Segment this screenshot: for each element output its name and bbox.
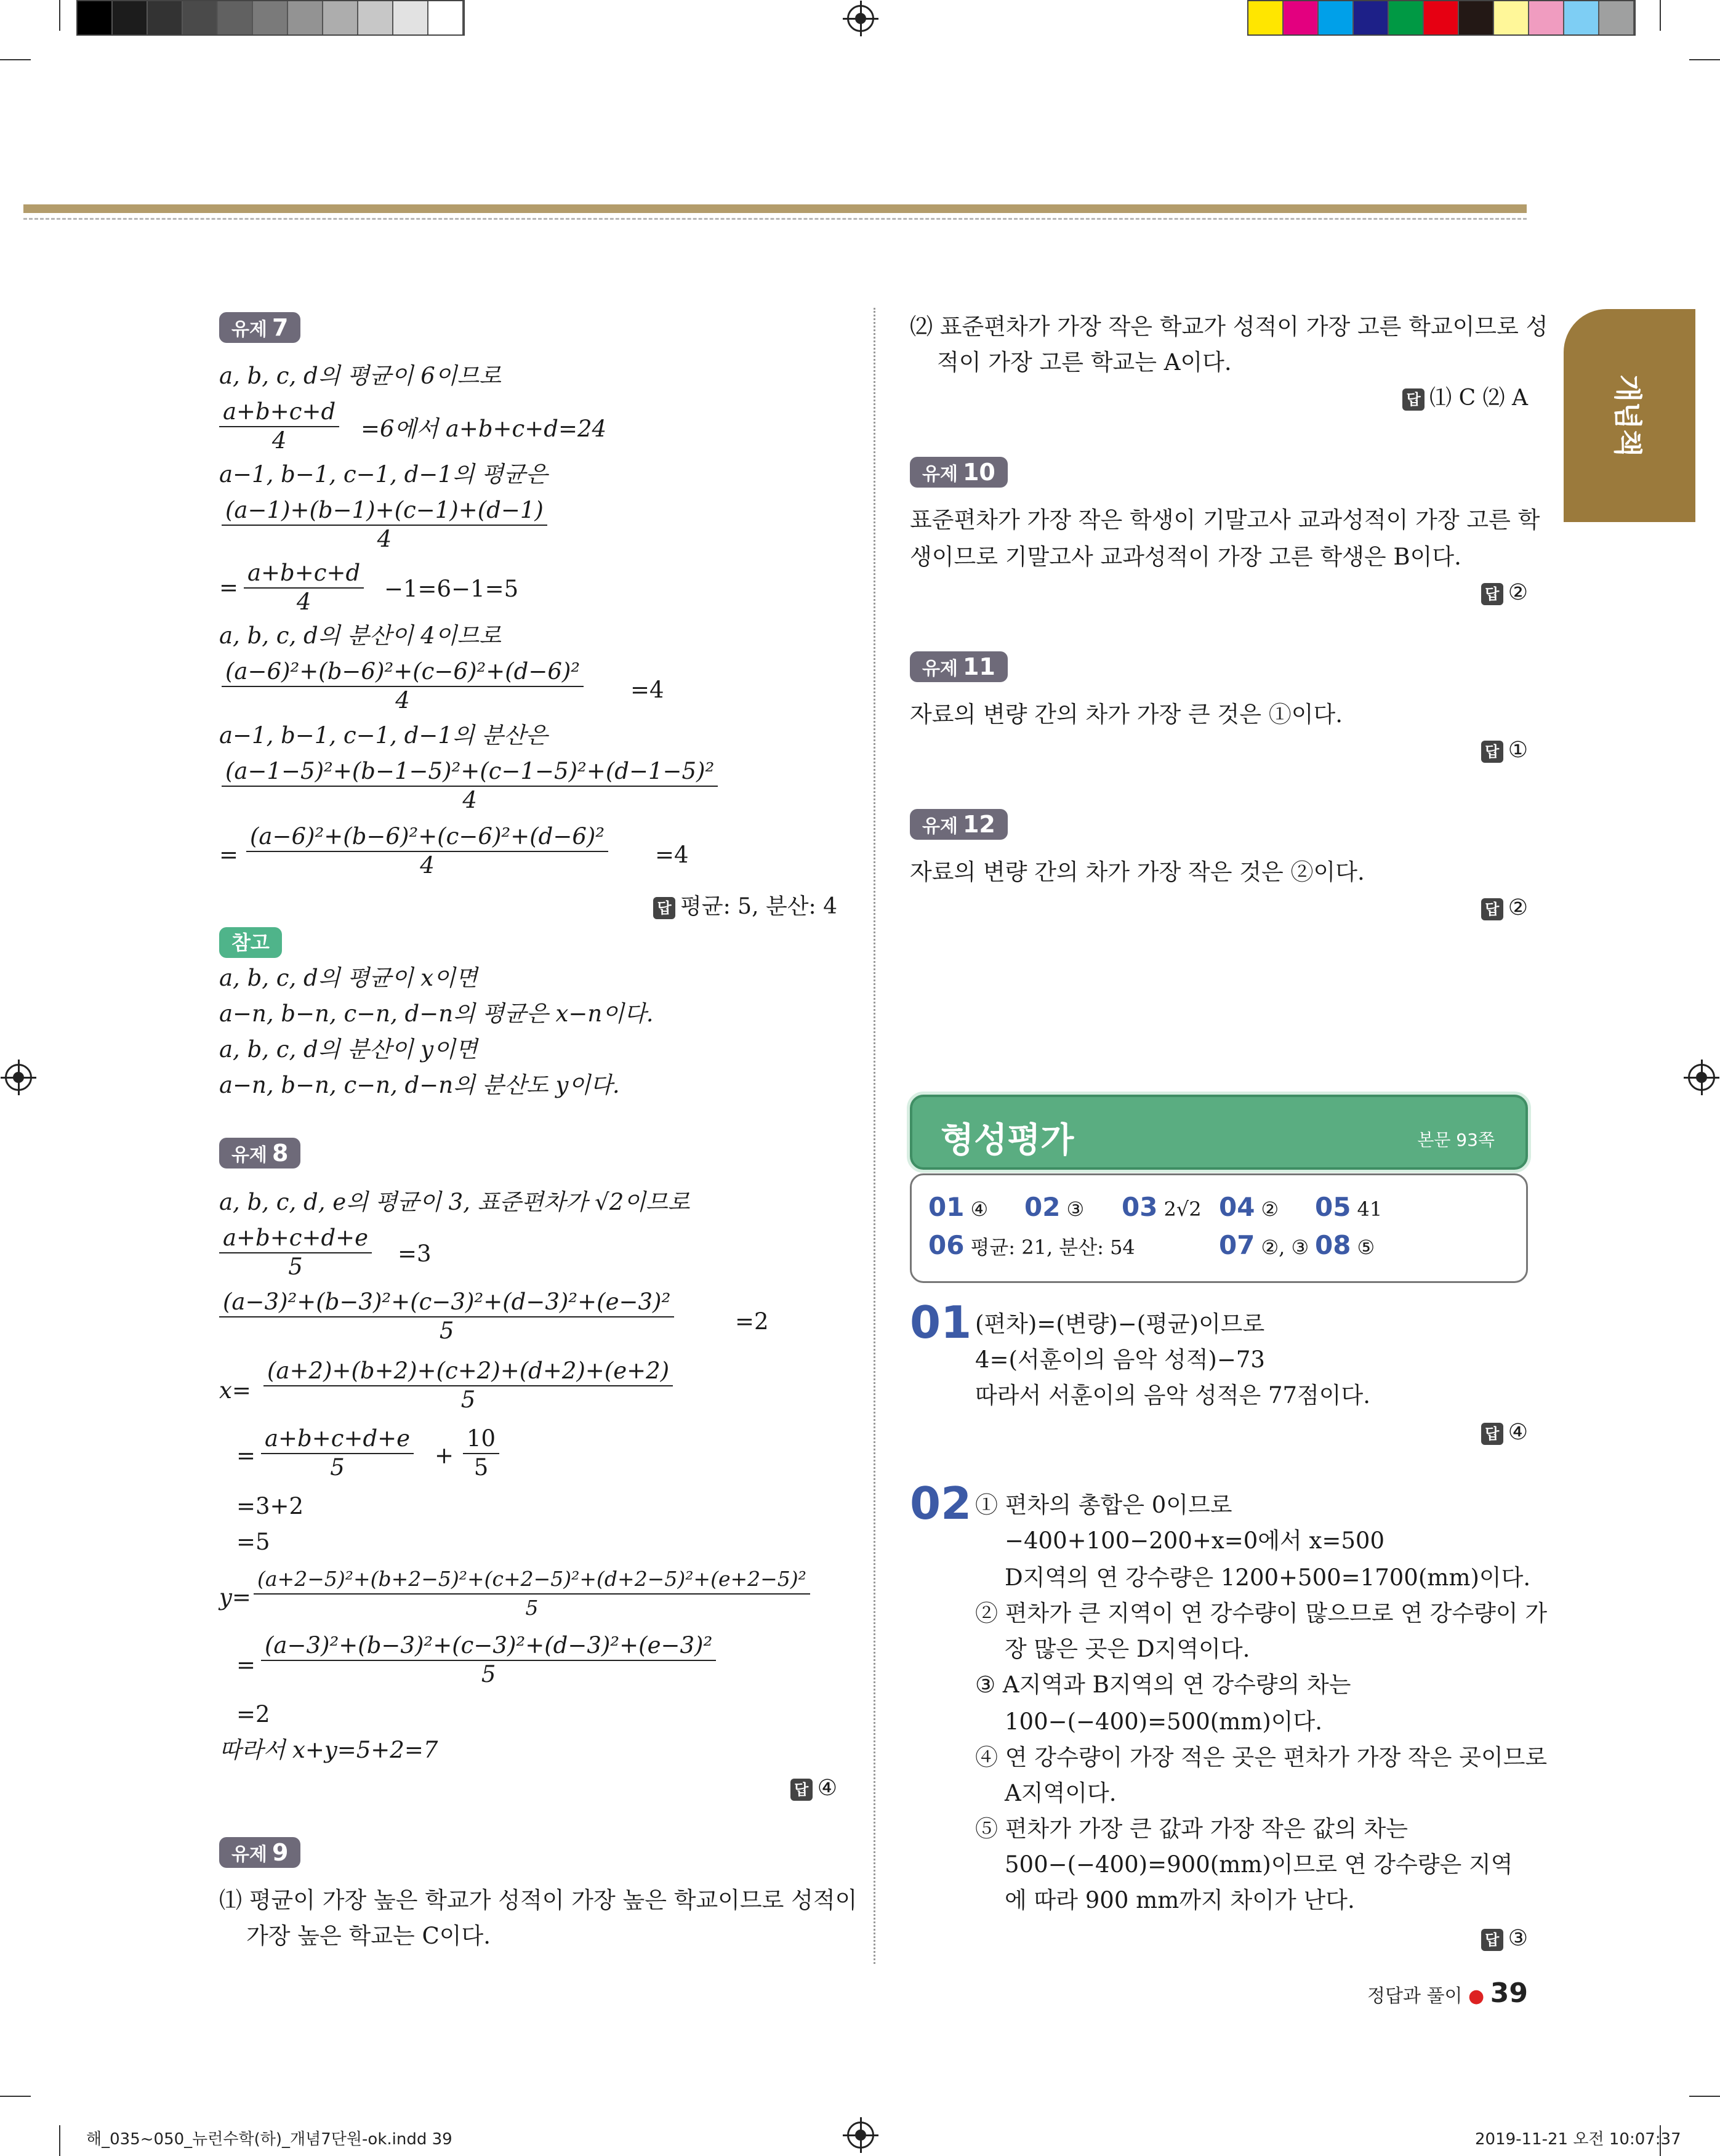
- answer-key-item: 05 41: [1315, 1192, 1383, 1222]
- ex8-line-3: =2: [735, 1308, 769, 1335]
- ex9-line-1: ⑴ 평균이 가장 높은 학교가 성적이 가장 높은 학교이므로 성적이: [219, 1887, 858, 1913]
- registration-mark-bottom: [847, 2122, 874, 2149]
- color-swatch: [1424, 1, 1459, 34]
- answer-key-item: 03 2√2: [1122, 1192, 1202, 1222]
- ex8-line-8: =5: [236, 1529, 270, 1555]
- answer-key-box: [910, 1173, 1528, 1283]
- ex9-cont-line-2: 적이 가장 고른 학교는 A이다.: [937, 349, 1232, 376]
- footer-label: 정답과 풀이: [1367, 1985, 1463, 2007]
- ex7-line-6: =4: [630, 677, 664, 703]
- answer-key-item: 04 ②: [1219, 1192, 1279, 1222]
- ex8-frac-1: $\frac{a+b+c+d+e}{5}$: [219, 1224, 372, 1281]
- ex7-frac-6: $\frac{\text{(a−6)²+(b−6)²+(c−6)²+(d−6)²}}{4}$: [246, 823, 608, 879]
- color-swatch: [1389, 1, 1424, 34]
- registration-mark-right: [1688, 1064, 1715, 1091]
- color-swatch: [1354, 1, 1389, 34]
- header-gold-rule: [23, 204, 1527, 213]
- color-swatch: [253, 1, 288, 34]
- ex8-line-1: a, b, c, d, e의 평균이 3, 표준편차가 √2이므로: [219, 1189, 690, 1215]
- answer-key-item: 02 ③: [1024, 1192, 1085, 1222]
- color-swatch: [288, 1, 323, 34]
- q02-line-9: A지역이다.: [1005, 1780, 1117, 1806]
- q02-answer: 답 ③: [1481, 1923, 1528, 1954]
- ex7-line-8: =4: [655, 842, 689, 868]
- answer-key-item: 01 ④: [928, 1192, 989, 1222]
- process-color-bar: [1247, 0, 1636, 36]
- color-swatch: [1494, 1, 1529, 34]
- q01-answer: 답 ④: [1481, 1417, 1528, 1448]
- ex8-frac-6: $\frac{\text{(a+2−5)²+(b+2−5)²+(c+2−5)²+(d+2−5)²+(e+2−5)²}}{5}$: [254, 1565, 810, 1622]
- color-swatch: [113, 1, 148, 34]
- page-number: 39: [1490, 1977, 1528, 2009]
- ex10-line-2: 생이므로 기말고사 교과성적이 가장 고른 학생은 B이다.: [910, 544, 1461, 570]
- ex11-answer: 답 ①: [1481, 735, 1528, 766]
- formative-assessment-header: [910, 1095, 1528, 1170]
- formative-assessment-page-ref: 본문 93쪽: [1417, 1130, 1495, 1150]
- crop-mark: [59, 0, 60, 31]
- ex8-frac-2: $\frac{\text{(a−3)²+(b−3)²+(c−3)²+(d−3)²+(e−3)²}}{5}$: [219, 1288, 674, 1345]
- color-swatch: [1284, 1, 1319, 34]
- ex7-frac-3: $\frac{a+b+c+d}{4}$: [244, 559, 364, 616]
- q02-line-1: ① 편차의 총합은 0이므로: [975, 1492, 1232, 1518]
- ex8-line-11: =2: [236, 1701, 270, 1728]
- color-swatch: [1459, 1, 1494, 34]
- ex8-frac-3: $\frac{(a+2)+(b+2)+(c+2)+(d+2)+(e+2)}{5}$: [263, 1357, 673, 1414]
- slug-filename: 해_035~050_뉴런수학(하)_개념7단원-ok.indd 39: [86, 2130, 452, 2149]
- q02-line-3: D지역의 연 강수량은 1200+500=1700(mm)이다.: [1005, 1564, 1531, 1591]
- note-badge: 참고: [219, 927, 282, 958]
- q01-line-1: (편차)=(변량)−(평균)이므로: [975, 1311, 1265, 1337]
- ex8-line-2: =3: [398, 1241, 432, 1267]
- column-divider: [874, 308, 875, 1964]
- q02-line-10: ⑤ 편차가 가장 큰 값과 가장 작은 값의 차는: [975, 1816, 1408, 1842]
- color-swatch: [148, 1, 183, 34]
- slug-date: 2019-11-21 오전 10:07:37: [1475, 2130, 1681, 2149]
- side-tab-label: 개념책: [1611, 374, 1644, 457]
- color-swatch: [428, 1, 464, 34]
- answer-key-item: 07 ②, ③: [1219, 1230, 1309, 1260]
- ex7-line-5: a, b, c, d의 분산이 4이므로: [219, 622, 501, 649]
- ex8-answer: 답 ④: [790, 1773, 837, 1804]
- color-swatch: [218, 1, 253, 34]
- answer-icon: 답: [1481, 741, 1503, 763]
- ex12-answer: 답 ②: [1481, 893, 1528, 923]
- ex7-frac-4: $\frac{\text{(a−6)²+(b−6)²+(c−6)²+(d−6)²}}{4}$: [222, 658, 584, 714]
- example-10-badge: 유제 10: [910, 457, 1008, 488]
- ex7-answer: 답 평균: 5, 분산: 4: [653, 891, 837, 922]
- ex7-frac-5: $\frac{\text{(a−1−5)²+(b−1−5)²+(c−1−5)²+(d−1−5)²}}{4}$: [222, 757, 718, 814]
- example-11-badge: 유제 11: [910, 651, 1008, 682]
- ex9-answer: 답 ⑴ C ⑵ A: [1402, 383, 1528, 414]
- answer-key-item: 08 ⑤: [1315, 1230, 1375, 1260]
- color-swatch: [1599, 1, 1634, 34]
- example-8-badge: 유제 8: [219, 1138, 300, 1169]
- ex7-line-3: a−1, b−1, c−1, d−1의 평균은: [219, 461, 548, 488]
- crop-mark: [0, 59, 31, 60]
- registration-mark-top: [847, 5, 874, 32]
- answer-icon: 답: [1481, 583, 1503, 605]
- note-line-4: a−n, b−n, c−n, d−n의 분산도 y이다.: [219, 1072, 620, 1098]
- ex7-frac-2: $\frac{(a-1)+(b-1)+(c-1)+(d-1)}{4}$: [222, 496, 547, 553]
- ex7-line-4: −1=6−1=5: [384, 576, 519, 602]
- ex8-line-5: =: [236, 1442, 256, 1469]
- q02-line-11: 500−(−400)=900(mm)이므로 연 강수량은 지역: [1005, 1851, 1513, 1878]
- note-line-1: a, b, c, d의 평균이 x이면: [219, 965, 478, 991]
- color-swatch: [1529, 1, 1564, 34]
- ex11-line: 자료의 변량 간의 차가 가장 큰 것은 ①이다.: [910, 701, 1343, 728]
- color-swatch: [323, 1, 358, 34]
- question-01-number: 01: [910, 1297, 972, 1348]
- header-dashed-rule: [23, 218, 1527, 220]
- answer-icon: 답: [653, 897, 675, 919]
- crop-mark: [1689, 2096, 1720, 2097]
- page-footer: [1367, 1977, 1528, 2009]
- q02-line-5: 장 많은 곳은 D지역이다.: [1005, 1636, 1250, 1662]
- ex8-line-10: =: [236, 1652, 256, 1678]
- formative-assessment-title: 형성평가: [941, 1120, 1074, 1160]
- ex9-line-2: 가장 높은 학교는 C이다.: [246, 1923, 491, 1949]
- ex12-line: 자료의 변량 간의 차가 가장 작은 것은 ②이다.: [910, 859, 1365, 885]
- color-swatch: [358, 1, 393, 34]
- ex7-eq-1: =: [219, 574, 239, 601]
- ex8-line-7: =3+2: [236, 1493, 304, 1519]
- question-02-number: 02: [910, 1478, 972, 1529]
- q01-line-3: 따라서 서훈이의 음악 성적은 77점이다.: [975, 1382, 1371, 1409]
- side-tab: [1564, 309, 1695, 522]
- color-swatch: [78, 1, 113, 34]
- ex8-line-9: y=: [219, 1584, 251, 1611]
- ex10-line-1: 표준편차가 가장 작은 학생이 기말고사 교과성적이 가장 고른 학: [910, 507, 1540, 533]
- answer-icon: 답: [1481, 898, 1503, 920]
- ex8-frac-7: $\frac{\text{(a−3)²+(b−3)²+(c−3)²+(d−3)²+(e−3)²}}{5}$: [261, 1631, 716, 1688]
- ex8-frac-4: $\frac{a+b+c+d+e}{5}$: [261, 1425, 414, 1481]
- ex7-eq-2: =: [219, 842, 239, 868]
- answer-icon: 답: [1481, 1929, 1503, 1951]
- grayscale-bar: [76, 0, 465, 36]
- example-7-badge: 유제 7: [219, 312, 300, 343]
- ex7-line-7: a−1, b−1, c−1, d−1의 분산은: [219, 722, 548, 749]
- q02-line-4: ② 편차가 큰 지역이 연 강수량이 많으므로 연 강수량이 가: [975, 1600, 1548, 1627]
- note-line-2: a−n, b−n, c−n, d−n의 평균은 x−n이다.: [219, 1000, 654, 1027]
- answer-icon: 답: [790, 1779, 813, 1801]
- crop-mark: [1660, 0, 1661, 31]
- ex7-line-1: a, b, c, d의 평균이 6이므로: [219, 363, 501, 389]
- q02-line-7: 100−(−400)=500(mm)이다.: [1005, 1708, 1323, 1735]
- answer-icon: 답: [1402, 388, 1425, 411]
- ex7-frac-1: $\frac{a+b+c+d}{4}$: [219, 398, 339, 454]
- ex10-answer: 답 ②: [1481, 577, 1528, 608]
- q01-line-2: 4=(서훈이의 음악 성적)−73: [975, 1346, 1265, 1373]
- crop-mark: [1689, 59, 1720, 60]
- ex8-line-6: +: [435, 1442, 454, 1469]
- ex8-line-12: 따라서 x+y=5+2=7: [219, 1737, 438, 1763]
- q02-line-12: 에 따라 900 mm까지 차이가 난다.: [1005, 1887, 1355, 1913]
- color-swatch: [393, 1, 428, 34]
- answer-key-item: 06 평균: 21, 분산: 54: [928, 1230, 1135, 1260]
- note-line-3: a, b, c, d의 분산이 y이면: [219, 1036, 478, 1063]
- q02-line-2: −400+100−200+x=0에서 x=500: [1005, 1527, 1385, 1554]
- color-swatch: [1319, 1, 1354, 34]
- color-swatch: [183, 1, 218, 34]
- ex8-frac-5: $\frac{10}{5}$: [463, 1425, 499, 1481]
- crop-mark: [59, 2125, 60, 2156]
- q02-line-6: ③ A지역과 B지역의 연 강수량의 차는: [975, 1671, 1351, 1698]
- q02-line-8: ④ 연 강수량이 가장 적은 곳은 편차가 가장 작은 곳이므로: [975, 1744, 1548, 1771]
- registration-mark-left: [5, 1064, 32, 1091]
- ex7-line-2: =6에서 a+b+c+d=24: [361, 416, 607, 442]
- crop-mark: [0, 2096, 31, 2097]
- footer-dot: ●: [1468, 1985, 1485, 2007]
- color-swatch: [1248, 1, 1284, 34]
- ex9-cont-line-1: ⑵ 표준편차가 가장 작은 학교가 성적이 가장 고른 학교이므로 성: [910, 313, 1548, 340]
- answer-icon: 답: [1481, 1423, 1503, 1445]
- ex8-line-4: x=: [219, 1377, 251, 1404]
- color-swatch: [1564, 1, 1599, 34]
- example-9-badge: 유제 9: [219, 1837, 300, 1868]
- example-12-badge: 유제 12: [910, 809, 1008, 840]
